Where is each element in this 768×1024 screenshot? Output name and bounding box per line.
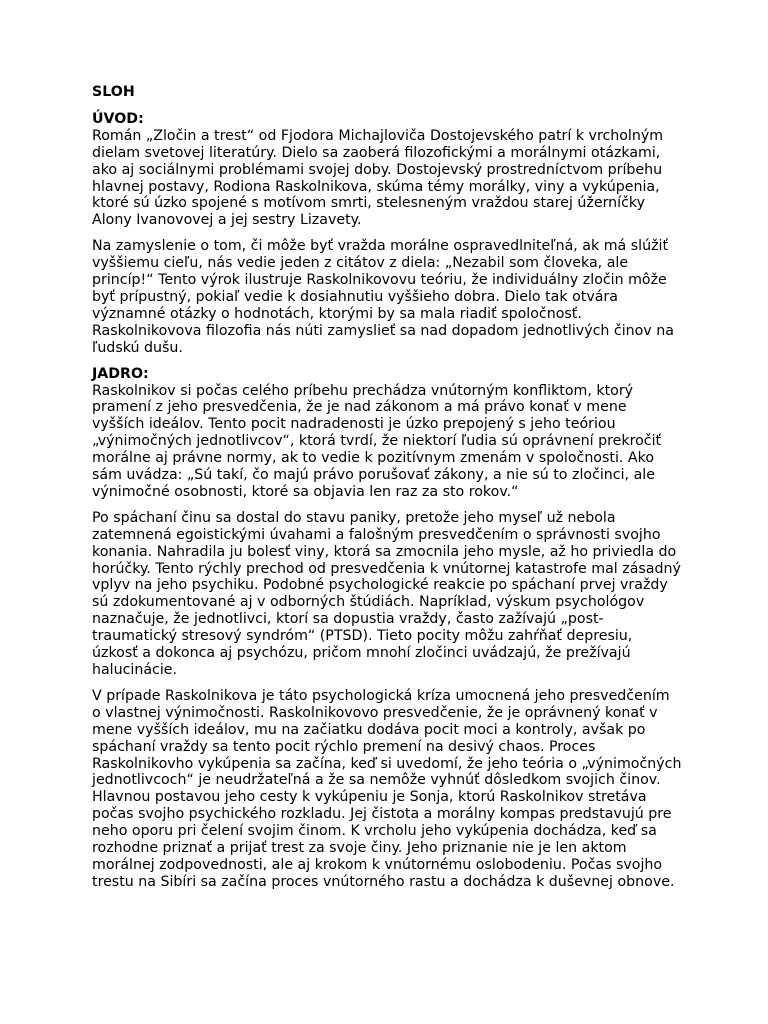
paragraph: Román „Zločin a trest“ od Fjodora Michajloviča Dostojevského patrí k vrcholným dielam svetovej literatúry. Dielo sa zaoberá filozofickými a morálnymi otázkami, ako aj sociálnymi problémami svojej doby. Dostojevský prostredníctvom príbehu hlavnej postavy, Rodiona Raskolnikova, skúma témy morálky, viny a vykúpenia, ktoré sú úzko spojené s motívom smrti, stelesneným vraždou starej úžerníčky Alony Ivanovovej a jej sestry Lizavety. bbox=[92, 127, 664, 229]
section-heading-intro: ÚVOD: bbox=[92, 110, 144, 127]
paragraph: Raskolnikov si počas celého príbehu prechádza vnútorným konfliktom, ktorý pramení z jeho presvedčenia, že je nad zákonom a má právo konať v mene vyšších ideálov. Tento pocit nadradenosti je úzko prepojený s jeho teóriou „výnimočných jednotlivcov“, ktorá tvrdí, že niektorí ľudia sú oprávnení prekročiť morálne aj právne normy, ak to vedie k pozitívnym zmenám v spoločnosti. Ako sám uvádza: „Sú takí, čo majú právo porušovať zákony, a nie sú to zločinci, ale výnimočné osobnosti, ktoré sa objavia len raz za sto rokov.“ bbox=[92, 382, 662, 500]
paragraph: Na zamyslenie o tom, či môže byť vražda morálne ospravedlniteľná, ak má slúžiť vyššiemu cieľu, nás vedie jeden z citátov z diela: „Nezabil som človeka, ale princíp!“ Tento výrok ilustruje Raskolnikovovu teóriu, že individuálny zločin môže byť prípustný, pokiaľ vedie k dosiahnutiu vyššieho dobra. Dielo tak otvára významné otázky o hodnotách, ktorými by sa mala riadiť spoločnosť. Raskolnikovova filozofia nás núti zamyslieť sa nad dopadom jednotlivých činov na ľudskú dušu. bbox=[92, 238, 674, 356]
document-page bbox=[92, 84, 682, 900]
paragraph: Po spáchaní činu sa dostal do stavu paniky, pretože jeho myseľ už nebola zatemnená egoistickými úvahami a falošným presvedčením o správnosti svojho konania. Nahradila ju bolesť viny, ktorá sa zmocnila jeho mysle, až ho priviedla do horúčky. Tento rýchly prechod od presvedčenia k vnútornej katastrofe mal zásadný vplyv na jeho psychiku. Podobné psychologické reakcie po spáchaní prvej vraždy sú zdokumentované aj v odborných štúdiách. Napríklad, výskum psychológov naznačuje, že jednotlivci, ktorí sa dopustia vraždy, často zažívajú „post-traumatický stresový syndróm“ (PTSD). Tieto pocity môžu zahŕňať depresiu, úzkosť a dokonca aj psychózu, pričom mnohí zločinci uvádzajú, že prežívajú halucinácie. bbox=[92, 509, 681, 678]
document-title: SLOH bbox=[92, 84, 135, 100]
paragraph: V prípade Raskolnikova je táto psychologická kríza umocnená jeho presvedčením o vlastnej výnimočnosti. Raskolnikovovo presvedčenie, že je oprávnený konať v mene vyšších ideálov, mu na začiatku dodáva pocit moci a kontroly, avšak po spáchaní vraždy sa tento pocit rýchlo premení na desivý chaos. Proces Raskolnikovho vykúpenia sa začína, keď si uvedomí, že jeho teória o „výnimočných jednotlivcoch“ je neudržateľná a že sa nemôže vyhnúť dôsledkom svojich činov. Hlavnou postavou jeho cesty k vykúpeniu je Sonja, ktorú Raskolnikov stretáva počas svojho psychického rozkladu. Jej čistota a morálny kompas predstavujú pre neho oporu pri čelení svojim činom. K vrcholu jeho vykúpenia dochádza, keď sa rozhodne priznať a prijať trest za svoje činy. Jeho priznanie nie je len aktom morálnej zodpovednosti, ale aj krokom k vnútornému oslobodeniu. Počas svojho trestu na Sibíri sa začína proces vnútorného rastu a dochádza k duševnej obnove. bbox=[92, 687, 682, 890]
section-heading-body: JADRO: bbox=[92, 365, 149, 382]
